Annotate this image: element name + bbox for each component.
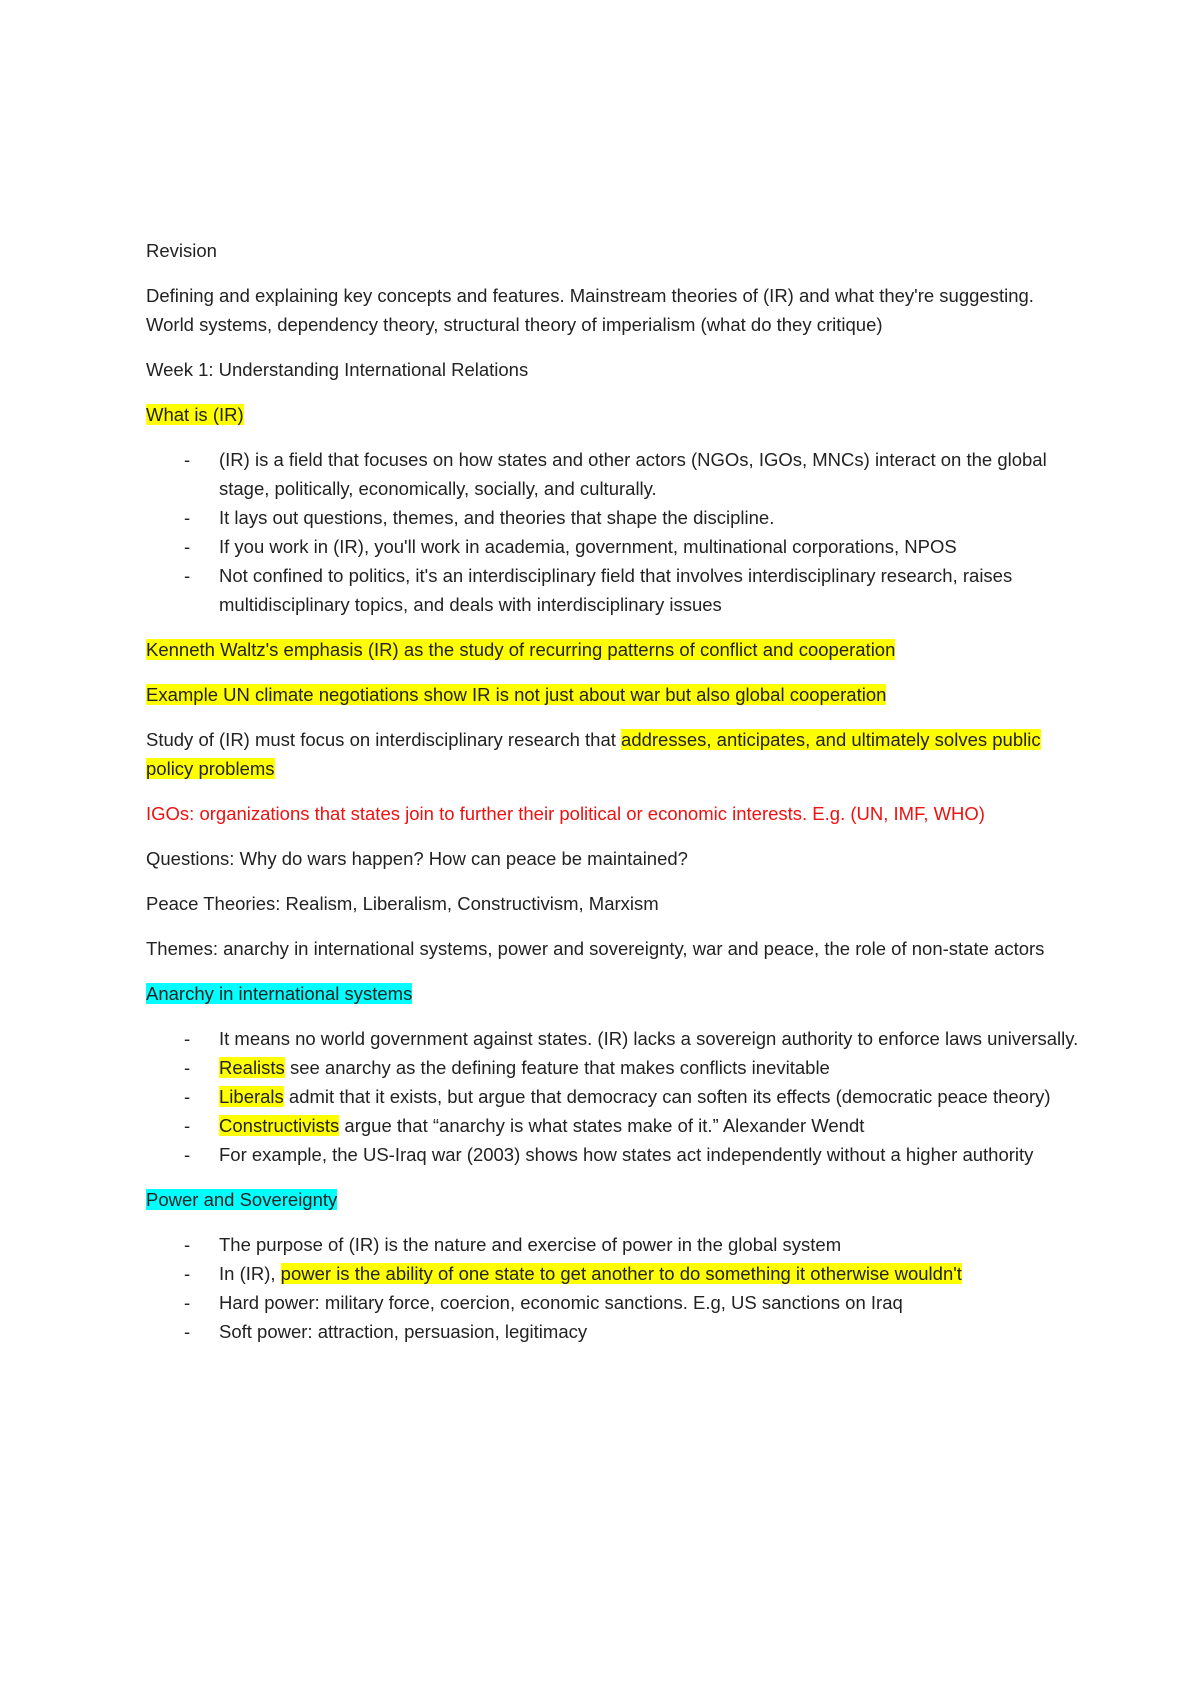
list-item-text: see anarchy as the defining feature that makes conflicts inevitable (284, 1057, 830, 1078)
example-un-text: Example UN climate negotiations show IR is not just about war but also global cooperation (146, 684, 887, 705)
list-item (184, 561, 1080, 619)
dash-bullet: - (184, 1292, 191, 1313)
peace-theories-paragraph: Peace Theories: Realism, Liberalism, Constructivism, Marxism (146, 893, 659, 914)
list-item-text: Not confined to politics, it's an interdisciplinary field that involves interdisciplinary research, raises multidisciplinary topics, and deals with interdisciplinary issues (219, 565, 1013, 615)
intro-paragraph: Defining and explaining key concepts and features. Mainstream theories of (IR) and what they're suggesting. World systems, dependency theory, structural theory of imperialism (what do they critique) (146, 285, 1034, 335)
list-item-text: If you work in (IR), you'll work in academia, government, multinational corporations, NPOS (219, 536, 957, 557)
themes-paragraph: Themes: anarchy in international systems, power and sovereignty, war and peace, the role of non-state actors (146, 938, 1045, 959)
list-item-text: It means no world government against states. (IR) lacks a sovereign authority to enforce laws universally. (219, 1028, 1079, 1049)
anarchy-list (146, 1024, 1080, 1169)
power-heading-text: Power and Sovereignty (146, 1189, 338, 1210)
list-item (184, 503, 1080, 532)
list-item-highlight: Constructivists (219, 1115, 340, 1136)
dash-bullet: - (184, 1234, 191, 1255)
anarchy-heading (146, 979, 1080, 1008)
list-item-text: argue that “anarchy is what states make of it.” Alexander Wendt (339, 1115, 865, 1136)
list-item-highlight: Liberals (219, 1086, 284, 1107)
list-item (184, 1024, 1080, 1053)
list-item (184, 1082, 1080, 1111)
list-item (184, 1053, 1080, 1082)
list-item-text: (IR) is a field that focuses on how states and other actors (NGOs, IGOs, MNCs) interact on the global stage, politically, economically, socially, and culturally. (219, 449, 1047, 499)
what-is-ir-heading-text: What is (IR) (146, 404, 244, 425)
list-item-text: Hard power: military force, coercion, economic sanctions. E.g, US sanctions on Iraq (219, 1292, 903, 1313)
dash-bullet: - (184, 1057, 191, 1078)
list-item (184, 1259, 1080, 1288)
list-item-text: It lays out questions, themes, and theories that shape the discipline. (219, 507, 775, 528)
list-item-text: For example, the US-Iraq war (2003) shows how states act independently without a higher authority (219, 1144, 1034, 1165)
list-item (184, 1140, 1080, 1169)
anarchy-heading-text: Anarchy in international systems (146, 983, 413, 1004)
study-plain-text: Study of (IR) must focus on interdisciplinary research that (146, 729, 622, 750)
what-is-ir-list (146, 445, 1080, 619)
dash-bullet: - (184, 1144, 191, 1165)
doc-title: Revision (146, 240, 217, 261)
list-item (184, 532, 1080, 561)
dash-bullet: - (184, 1321, 191, 1342)
dash-bullet: - (184, 565, 191, 586)
questions-paragraph: Questions: Why do wars happen? How can peace be maintained? (146, 848, 688, 869)
dash-bullet: - (184, 1086, 191, 1107)
list-item-highlight: power is the ability of one state to get another to do something it otherwise wouldn't (280, 1263, 962, 1284)
power-heading (146, 1185, 1080, 1214)
study-paragraph (146, 725, 1080, 783)
list-item-text: The purpose of (IR) is the nature and exercise of power in the global system (219, 1234, 842, 1255)
dash-bullet: - (184, 1028, 191, 1049)
dash-bullet: - (184, 1263, 191, 1284)
example-un-paragraph (146, 680, 1080, 709)
dash-bullet: - (184, 1115, 191, 1136)
list-item (184, 445, 1080, 503)
study-highlight-text: addresses, anticipates, and ultimately solves public policy problems (146, 729, 1041, 779)
dash-bullet: - (184, 449, 191, 470)
list-item (184, 1317, 1080, 1346)
list-item (184, 1111, 1080, 1140)
igos-paragraph: IGOs: organizations that states join to further their political or economic interests. E.g. (UN, IMF, WHO) (146, 803, 985, 824)
list-item-text: admit that it exists, but argue that democracy can soften its effects (democratic peace theory) (283, 1086, 1051, 1107)
power-list (146, 1230, 1080, 1346)
waltz-paragraph (146, 635, 1080, 664)
list-item-highlight: Realists (219, 1057, 285, 1078)
dash-bullet: - (184, 507, 191, 528)
what-is-ir-heading (146, 400, 1080, 429)
waltz-text: Kenneth Waltz's emphasis (IR) as the study of recurring patterns of conflict and cooperation (146, 639, 896, 660)
dash-bullet: - (184, 536, 191, 557)
list-item-text: Soft power: attraction, persuasion, legitimacy (219, 1321, 588, 1342)
list-item (184, 1288, 1080, 1317)
list-item (184, 1230, 1080, 1259)
week-heading: Week 1: Understanding International Relations (146, 359, 529, 380)
list-item-text: In (IR), (219, 1263, 281, 1284)
